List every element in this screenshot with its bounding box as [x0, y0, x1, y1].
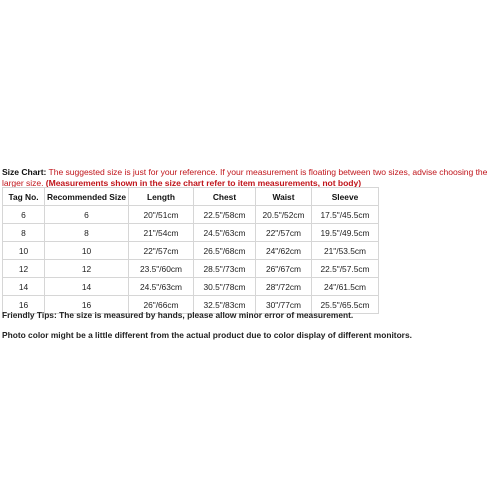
cell-chest: 26.5"/68cm: [194, 242, 256, 260]
cell-length: 24.5"/63cm: [129, 278, 194, 296]
table-header-row: [3, 188, 379, 206]
cell-recommended-size: 12: [45, 260, 129, 278]
table-row: [3, 206, 379, 224]
table-row: [3, 278, 379, 296]
table-row: [3, 260, 379, 278]
cell-sleeve: 24"/61.5cm: [312, 278, 379, 296]
cell-chest: 30.5"/78cm: [194, 278, 256, 296]
cell-sleeve: 25.5"/65.5cm: [312, 296, 379, 314]
cell-length: 21"/54cm: [129, 224, 194, 242]
size-table: [2, 187, 379, 314]
cell-length: 22"/57cm: [129, 242, 194, 260]
cell-tag-no: 14: [3, 278, 45, 296]
cell-tag-no: 10: [3, 242, 45, 260]
cell-recommended-size: 14: [45, 278, 129, 296]
cell-chest: 22.5"/58cm: [194, 206, 256, 224]
header-recommended-size: Recommended Size: [45, 188, 129, 206]
friendly-tips: Friendly Tips: The size is measured by hands, please allow minor error of measurement.: [2, 310, 354, 320]
cell-sleeve: 22.5"/57.5cm: [312, 260, 379, 278]
cell-recommended-size: 8: [45, 224, 129, 242]
cell-waist: 26"/67cm: [256, 260, 312, 278]
cell-recommended-size: 16: [45, 296, 129, 314]
table-row: [3, 242, 379, 260]
header-length: Length: [129, 188, 194, 206]
header-tag-no: Tag No.: [3, 188, 45, 206]
cell-sleeve: 19.5"/49.5cm: [312, 224, 379, 242]
cell-waist: 22"/57cm: [256, 224, 312, 242]
size-chart-label: Size Chart:: [2, 167, 47, 177]
cell-tag-no: 6: [3, 206, 45, 224]
cell-length: 23.5"/60cm: [129, 260, 194, 278]
cell-chest: 32.5"/83cm: [194, 296, 256, 314]
size-chart-intro: [2, 167, 500, 189]
cell-recommended-size: 10: [45, 242, 129, 260]
cell-length: 26"/66cm: [129, 296, 194, 314]
table-row: [3, 224, 379, 242]
header-chest: Chest: [194, 188, 256, 206]
cell-waist: 24"/62cm: [256, 242, 312, 260]
cell-waist: 20.5"/52cm: [256, 206, 312, 224]
cell-recommended-size: 6: [45, 206, 129, 224]
header-sleeve: Sleeve: [312, 188, 379, 206]
cell-waist: 28"/72cm: [256, 278, 312, 296]
cell-tag-no: 16: [3, 296, 45, 314]
cell-chest: 28.5"/73cm: [194, 260, 256, 278]
cell-tag-no: 12: [3, 260, 45, 278]
cell-sleeve: 21"/53.5cm: [312, 242, 379, 260]
measurement-note: (Measurements shown in the size chart refer to item measurements, not body): [45, 178, 362, 188]
header-waist: Waist: [256, 188, 312, 206]
cell-length: 20"/51cm: [129, 206, 194, 224]
cell-waist: 30"/77cm: [256, 296, 312, 314]
cell-chest: 24.5"/63cm: [194, 224, 256, 242]
cell-tag-no: 8: [3, 224, 45, 242]
photo-color-note: Photo color might be a little different from the actual product due to color display of different monitors.: [2, 330, 412, 340]
size-advice-note: The suggested size is just for your reference. If your measurement is floating between two sizes, advise choosing the larger size.: [2, 167, 488, 188]
cell-sleeve: 17.5"/45.5cm: [312, 206, 379, 224]
